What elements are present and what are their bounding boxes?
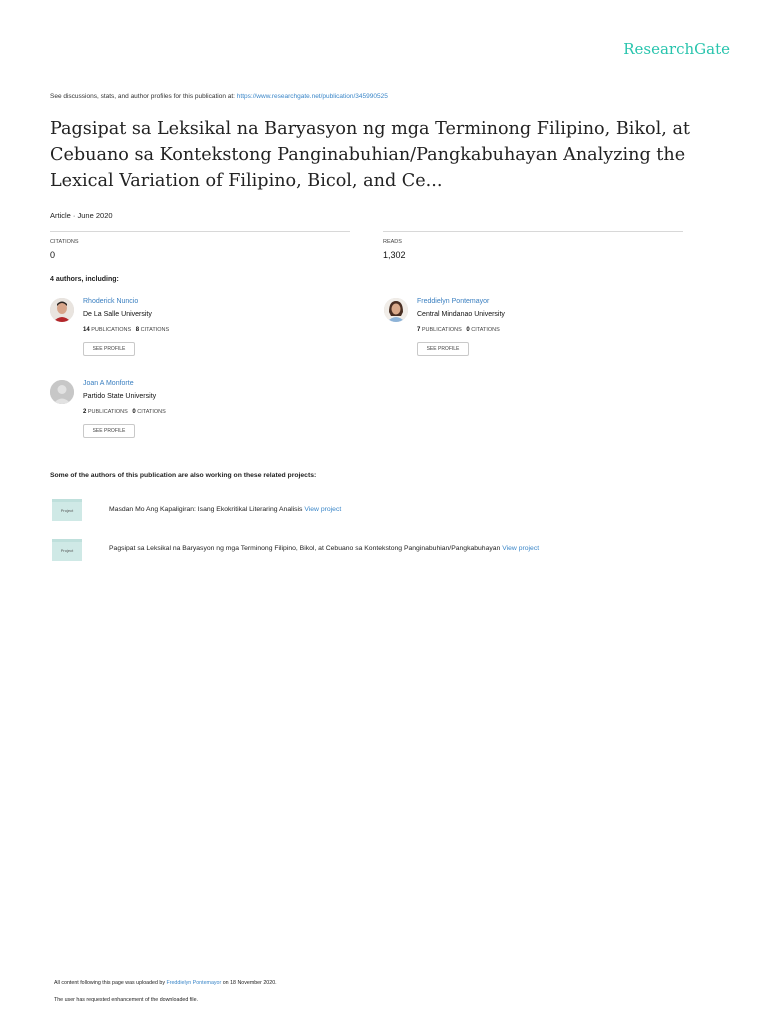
publications-count: 14	[83, 327, 90, 333]
view-project-link[interactable]: View project	[304, 506, 342, 513]
related-projects-heading: Some of the authors of this publication are also working on these related projects:	[50, 472, 317, 479]
author-card	[384, 298, 664, 368]
publications-count: 7	[417, 327, 421, 333]
enhancement-note: The user has requested enhancement of the downloaded file.	[54, 997, 198, 1003]
upload-prefix: All content following this page was uploaded by	[54, 980, 167, 986]
publications-label: PUBLICATIONS	[421, 327, 462, 333]
article-type-date: Article · June 2020	[50, 211, 113, 220]
citations-count: 8	[135, 327, 140, 333]
reads-value: 1,302	[383, 250, 406, 260]
citations-label: CITATIONS	[137, 409, 166, 415]
authors-heading: 4 authors, including:	[50, 276, 119, 283]
citations-count: 0	[466, 327, 470, 333]
publications-count: 2	[83, 409, 87, 415]
discussion-prefix: See discussions, stats, and author profiles for this publication at:	[50, 93, 237, 100]
project-item	[109, 506, 341, 513]
avatar-placeholder[interactable]	[50, 380, 74, 404]
see-profile-button[interactable]: SEE PROFILE	[83, 424, 135, 438]
project-item	[109, 545, 539, 552]
author-name-link[interactable]: Rhoderick Nuncio	[83, 298, 139, 305]
view-project-link[interactable]: View project	[502, 545, 540, 552]
project-title: Pagsipat sa Leksikal na Baryasyon ng mga Terminong Filipino, Bikol, at Cebuano sa Kontekstong Panginabuhian/Pangkabuhayan	[109, 545, 503, 552]
avatar[interactable]	[50, 298, 74, 322]
author-stats	[417, 327, 500, 333]
publication-url-link[interactable]: https://www.researchgate.net/publication/345990525	[236, 93, 388, 100]
citations-value: 0	[50, 250, 56, 260]
avatar[interactable]	[384, 298, 408, 322]
see-profile-button[interactable]: SEE PROFILE	[417, 342, 469, 356]
reads-label: READS	[383, 239, 402, 245]
divider-citations	[50, 231, 350, 232]
uploader-link[interactable]: Freddielyn Pontemayor	[166, 980, 222, 986]
author-name-link[interactable]: Joan A Monforte	[83, 380, 134, 387]
author-card	[50, 380, 330, 450]
upload-suffix: on 18 November 2020.	[221, 980, 277, 986]
researchgate-logo[interactable]: ResearchGate	[623, 40, 730, 58]
see-profile-button[interactable]: SEE PROFILE	[83, 342, 135, 356]
project-icon: Project	[52, 539, 82, 561]
publication-title: Pagsipat sa Leksikal na Baryasyon ng mga Terminong Filipino, Bikol, at Cebuano sa Kontekstong Panginabuhian/Pangkabuhayan Analyzing the Lexical Variation of Filipino, Bicol, and Ce...	[50, 119, 691, 191]
project-title: Masdan Mo Ang Kapaligiran: Isang Ekokritikal Literaring Analisis	[109, 506, 305, 513]
publications-label: PUBLICATIONS	[87, 409, 128, 415]
citations-label: CITATIONS	[471, 327, 500, 333]
author-stats	[83, 327, 169, 333]
author-institution: De La Salle University	[83, 311, 152, 318]
author-institution: Partido State University	[83, 393, 157, 400]
divider-reads	[383, 231, 683, 232]
author-card	[50, 298, 330, 368]
citations-label: CITATIONS	[50, 239, 79, 245]
citations-label: CITATIONS	[140, 327, 170, 333]
author-stats	[83, 409, 166, 415]
upload-note	[54, 980, 277, 986]
publications-label: PUBLICATIONS	[91, 327, 132, 333]
discussion-line	[50, 93, 388, 100]
author-name-link[interactable]: Freddielyn Pontemayor	[417, 298, 490, 305]
author-institution: Central Mindanao University	[417, 311, 505, 318]
project-icon: Project	[52, 499, 82, 521]
citations-count: 0	[132, 409, 136, 415]
